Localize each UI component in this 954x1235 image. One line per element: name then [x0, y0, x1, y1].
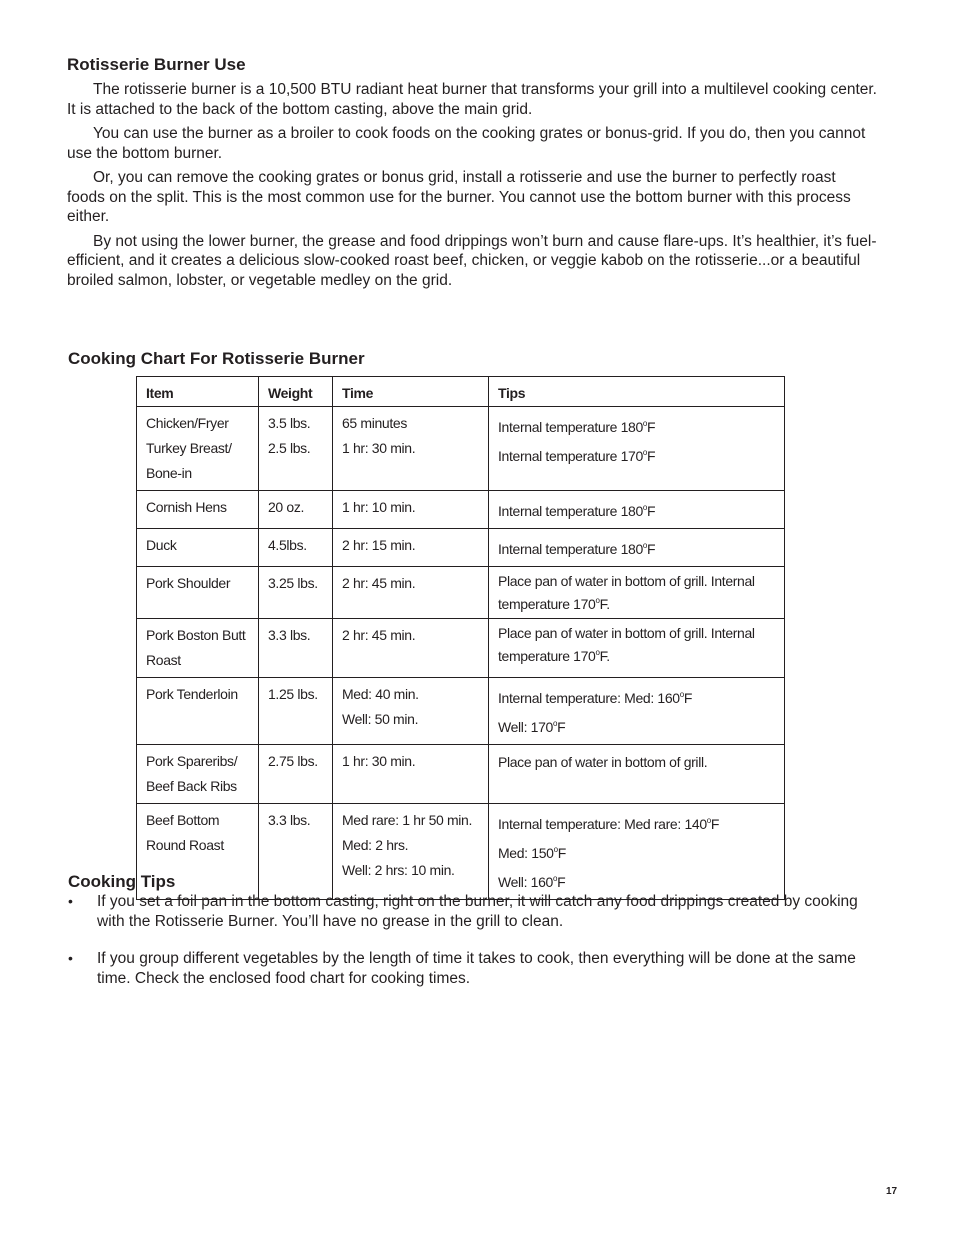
cell-weight	[259, 678, 333, 745]
cell-tips	[489, 619, 785, 678]
cell-line: Chicken/Fryer	[146, 415, 229, 431]
table-body	[137, 407, 785, 900]
cell-time	[333, 804, 489, 900]
column-header-item: Item	[137, 377, 259, 407]
list-item	[68, 892, 888, 931]
cell-weight	[259, 529, 333, 567]
cell-line: Pork Shoulder	[146, 575, 231, 591]
cell-line: Internal temperature 180$^o$F	[498, 541, 656, 557]
bullet-icon: •	[68, 893, 73, 909]
cell-line: Place pan of water in bottom of grill.	[498, 754, 708, 770]
cell-line: Place pan of water in bottom of grill. Internal temperature 170$^o$F.	[498, 625, 755, 664]
table-row	[137, 491, 785, 529]
cell-item	[137, 407, 259, 491]
cell-tips	[489, 567, 785, 619]
cell-line: Internal temperature: Med rare: 140$^o$F	[498, 816, 720, 832]
cell-line: Cornish Hens	[146, 499, 227, 515]
section-title-rotisserie-burner-use: Rotisserie Burner Use	[67, 55, 246, 74]
cell-line: Place pan of water in bottom of grill. Internal temperature 170$^o$F.	[498, 573, 755, 612]
cell-line: 1.25 lbs.	[268, 686, 318, 702]
table-row	[137, 804, 785, 900]
list-item	[68, 949, 888, 988]
cell-line: Round Roast	[146, 837, 224, 853]
cell-weight	[259, 619, 333, 678]
cell-line: 20 oz.	[268, 499, 305, 515]
column-header-time: Time	[333, 377, 489, 407]
intro-paragraph: Or, you can remove the cooking grates or bonus grid, install a rotisserie and use the burner to perfectly roast foods on the split. This is the most common use for the burner. You cannot use the bottom burner with this process either.	[67, 169, 851, 225]
cell-line: Well: 50 min.	[342, 711, 419, 727]
table-row	[137, 567, 785, 619]
cell-tips	[489, 407, 785, 491]
cell-line: Beef Back Ribs	[146, 778, 237, 794]
cell-line: Duck	[146, 537, 177, 553]
cell-line: Pork Tenderloin	[146, 686, 238, 702]
column-header-tips: Tips	[489, 377, 785, 407]
cell-line: 2.5 lbs.	[268, 440, 311, 456]
cell-line: Med: 2 hrs.	[342, 837, 409, 853]
cell-line: Med rare: 1 hr 50 min.	[342, 812, 473, 828]
cell-line: 2 hr: 15 min.	[342, 537, 416, 553]
cell-time	[333, 491, 489, 529]
cell-time	[333, 678, 489, 745]
cell-item	[137, 678, 259, 745]
table-row	[137, 745, 785, 804]
cell-line: Internal temperature 170$^o$F	[498, 448, 656, 464]
intro-text	[67, 80, 877, 295]
cell-line: Well: 2 hrs: 10 min.	[342, 862, 455, 878]
intro-paragraph: The rotisserie burner is a 10,500 BTU radiant heat burner that transforms your grill into a multilevel cooking center. It is attached to the back of the bottom casting, above the main grid.	[67, 81, 877, 118]
section-title-cooking-tips: Cooking Tips	[68, 872, 176, 891]
cell-time	[333, 567, 489, 619]
table-row	[137, 619, 785, 678]
table-row	[137, 678, 785, 745]
cell-line: 1 hr: 10 min.	[342, 499, 416, 515]
tip-text: If you set a foil pan in the bottom casting, right on the burner, it will catch any food drippings created by cooking with the Rotisserie Burner. You’ll have no grease in the grill to clean.	[97, 893, 858, 930]
cell-line: Well: 170$^o$F	[498, 719, 566, 735]
cell-item	[137, 567, 259, 619]
cell-time	[333, 619, 489, 678]
cell-line: Beef Bottom	[146, 812, 220, 828]
bullet-icon: •	[68, 950, 73, 966]
cell-line: Internal temperature 180$^o$F	[498, 503, 656, 519]
cell-line: 3.3 lbs.	[268, 812, 311, 828]
cell-line: Well: 160$^o$F	[498, 874, 566, 890]
cell-line: 2 hr: 45 min.	[342, 627, 416, 643]
cell-line: 3.3 lbs.	[268, 627, 311, 643]
cell-tips	[489, 745, 785, 804]
table-header-row	[137, 377, 785, 407]
cell-line: Internal temperature: Med: 160$^o$F	[498, 690, 693, 706]
cell-line: 1 hr: 30 min.	[342, 753, 416, 769]
cell-line: Pork Boston Butt	[146, 627, 246, 643]
section-title-cooking-chart: Cooking Chart For Rotisserie Burner	[68, 349, 365, 368]
cell-item	[137, 491, 259, 529]
cell-item	[137, 619, 259, 678]
cell-time	[333, 745, 489, 804]
cell-weight	[259, 491, 333, 529]
page-number: 17	[886, 1186, 898, 1197]
cell-tips	[489, 529, 785, 567]
cell-weight	[259, 745, 333, 804]
cell-line: 4.5lbs.	[268, 537, 307, 553]
cell-time	[333, 407, 489, 491]
cell-line: 2 hr: 45 min.	[342, 575, 416, 591]
cell-line: Turkey Breast/	[146, 440, 232, 456]
cell-line: Bone-in	[146, 465, 192, 481]
cooking-tips-list	[68, 892, 888, 1006]
cooking-chart-table	[136, 376, 785, 900]
cell-line: Pork Spareribs/	[146, 753, 238, 769]
cell-tips	[489, 491, 785, 529]
cell-line: 2.75 lbs.	[268, 753, 318, 769]
cell-item	[137, 745, 259, 804]
intro-paragraph: By not using the lower burner, the grease and food drippings won’t burn and cause flare-ups. It’s healthier, it’s fuel-efficient, and it creates a delicious slow-cooked roast beef, chicken, or veggie kabob on the rotisserie...or a beautiful broiled salmon, lobster, or vegetable medley on the grid.	[67, 232, 877, 289]
cell-line: Med: 40 min.	[342, 686, 419, 702]
cell-weight	[259, 804, 333, 900]
cell-line: Med: 150$^o$F	[498, 845, 566, 861]
cell-line: 3.5 lbs.	[268, 415, 311, 431]
column-header-weight: Weight	[259, 377, 333, 407]
cell-tips	[489, 678, 785, 745]
cell-line: 1 hr: 30 min.	[342, 440, 416, 456]
intro-paragraph: You can use the burner as a broiler to cook foods on the cooking grates or bonus-grid. If you do, then you cannot use the bottom burner.	[67, 125, 866, 162]
table-row	[137, 529, 785, 567]
cell-line: 3.25 lbs.	[268, 575, 318, 591]
cell-weight	[259, 567, 333, 619]
tip-text: If you group different vegetables by the length of time it takes to cook, then everything will be done at the same time. Check the enclosed food chart for cooking times.	[97, 950, 856, 987]
table-row	[137, 407, 785, 491]
cell-tips	[489, 804, 785, 900]
cell-line: Roast	[146, 652, 181, 668]
cell-weight	[259, 407, 333, 491]
cell-time	[333, 529, 489, 567]
cell-line: Internal temperature 180$^o$F	[498, 419, 656, 435]
cell-item	[137, 529, 259, 567]
cell-line: 65 minutes	[342, 415, 407, 431]
